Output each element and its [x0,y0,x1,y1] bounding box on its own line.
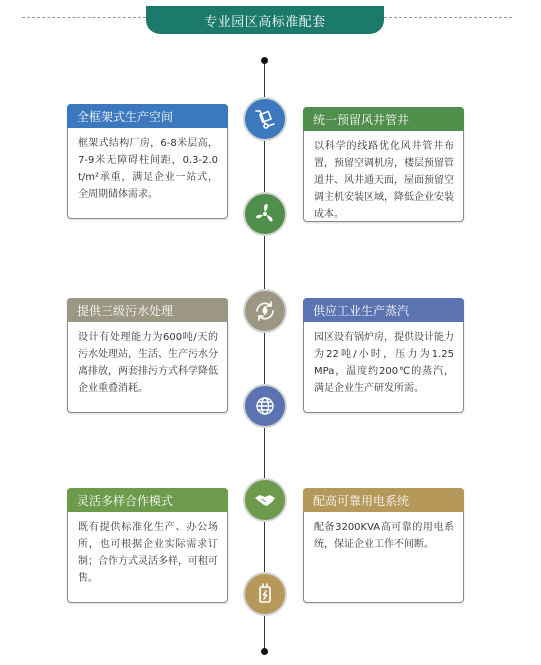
feature-card-sewage [67,298,228,413]
timeline-line [264,60,265,653]
card-title: 统一预留风井管井 [313,112,410,127]
card-text: 既有提供标准化生产、办公场所，也可根据企业实际需求订制；合作方式灵活多样，可租可售。 [78,522,218,584]
feature-card-power [303,488,464,603]
card-text: 以科学的线路优化风井管井布置，预留空调机房，楼层预留管道井、风井通天面，屋面预留空调主机安装区域，降低企业安装成本。 [314,141,454,220]
card-title: 提供三级污水处理 [77,303,174,318]
feature-card-frame-space [67,104,228,219]
timeline-start-dot [261,57,268,64]
card-header [67,298,228,322]
section-banner [146,6,384,34]
feature-card-cooperation [67,488,228,603]
card-text: 园区设有锅炉房，提供设计能力为22吨/小时，压力为1.25 MPa，温度约200℃的蒸汽，满足企业生产研发所需。 [314,332,454,394]
handshake-icon [243,478,287,522]
feature-card-ventilation [303,107,464,222]
card-header [303,298,464,322]
divider-left [22,17,146,18]
power-plug-icon [243,572,287,616]
card-text: 设计有处理能力为600吨/天的污水处理站，生活、生产污水分离排放，两套排污方式科学降低企业重叠消耗。 [78,332,218,394]
card-title: 全框架式生产空间 [77,109,174,124]
water-recycle-icon [243,289,287,333]
card-text: 框架式结构厂房，6-8米层高，7-9米无障碍柱间距，0.3-2.0 t/m²承重，满足企业一站式，全周期储体需求。 [78,138,218,200]
card-title: 供应工业生产蒸汽 [313,303,410,318]
fan-icon [243,192,287,236]
card-text: 配备3200KVA高可靠的用电系统，保证企业工作不间断。 [314,522,454,550]
card-header [303,107,464,131]
card-header [67,488,228,512]
divider-right [384,17,512,18]
card-title: 配高可靠用电系统 [313,493,410,508]
globe-icon [243,384,287,428]
card-header [67,104,228,128]
hand-truck-icon [243,97,287,141]
card-title: 灵活多样合作模式 [77,493,174,508]
banner-title: 专业园区高标准配套 [204,14,326,30]
card-header [303,488,464,512]
timeline-end-dot [261,648,268,655]
feature-card-steam [303,298,464,413]
